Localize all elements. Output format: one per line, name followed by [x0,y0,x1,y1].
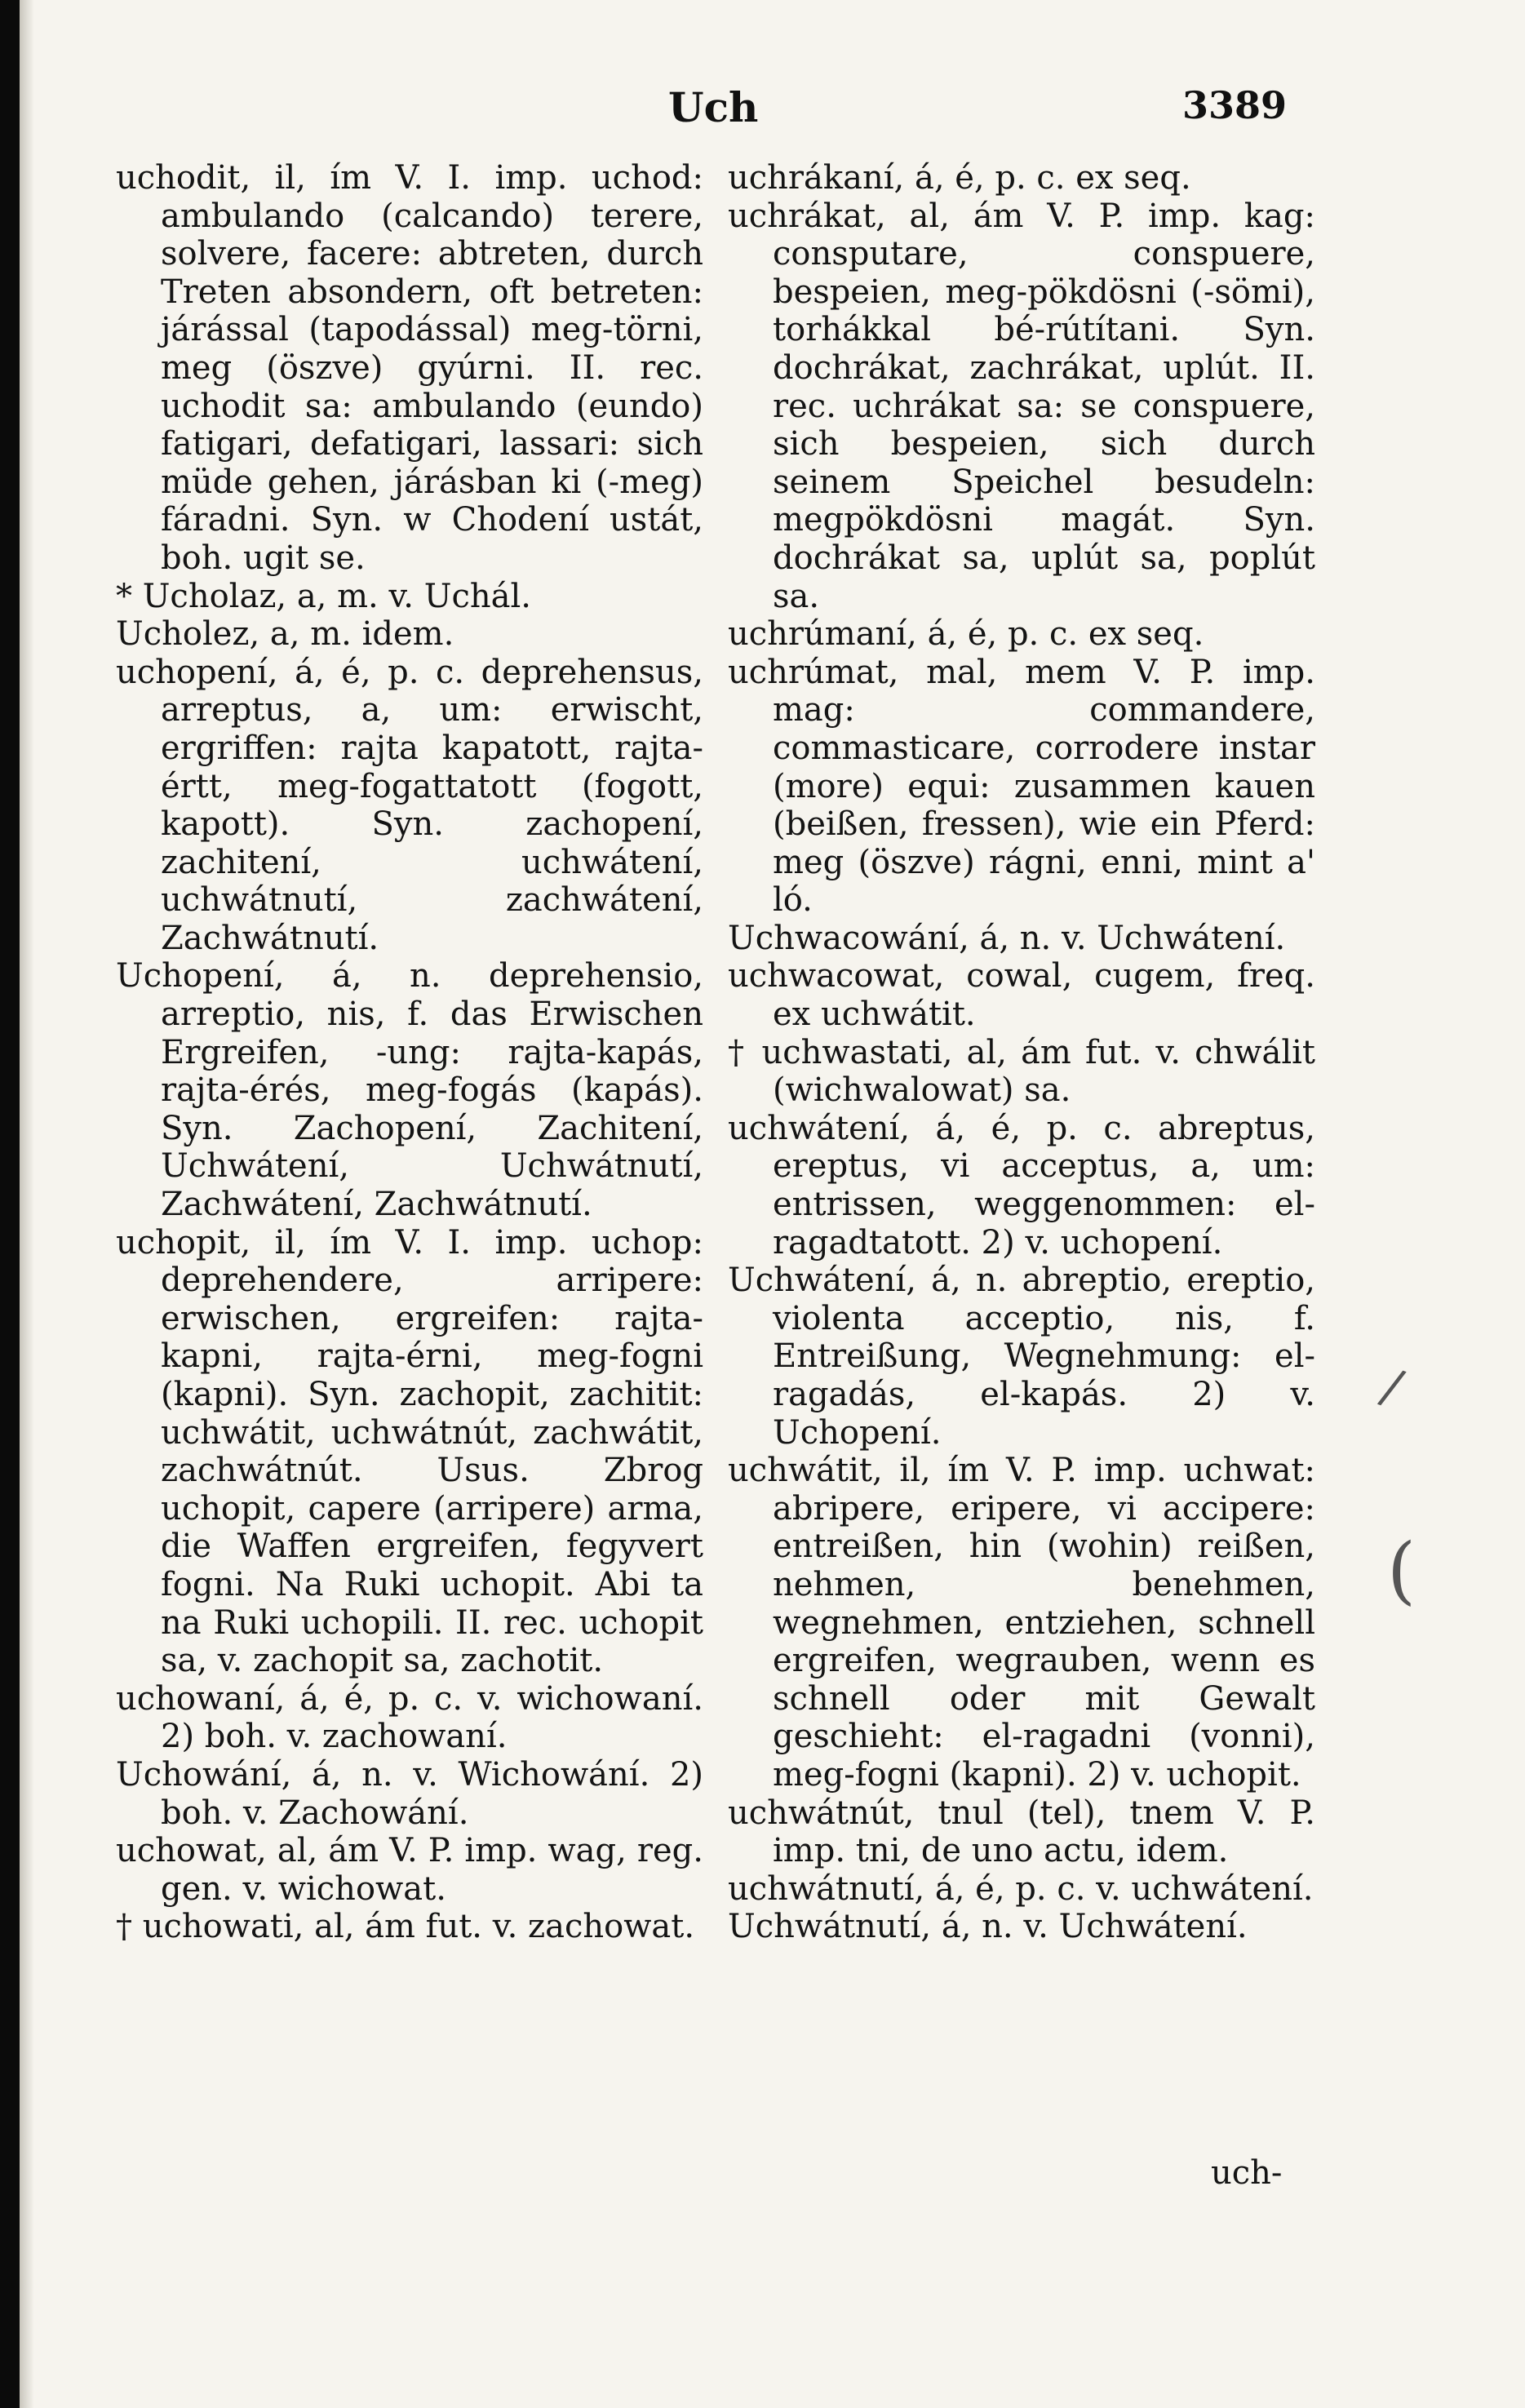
dictionary-entry: uchwátnút, tnul (tel), tnem V. P. imp. tni, de uno actu, idem. [728,1794,1315,1870]
dictionary-entry: uchwátit, il, ím V. P. imp. uchwat: abripere, eripere, vi accipere: entreißen, hin (wohin) reißen, nehmen, benehmen, wegnehmen, entziehen, schnell ergreifen, wegrauben, wenn es schnell oder mit Gewalt geschieht: el-ragadni (vonni), meg-fogni (kapni). 2) v. uchopit. [728,1452,1315,1794]
dictionary-entry: Uchwátnutí, á, n. v. Uchwátení. [728,1908,1248,1946]
dictionary-entry: Uchowání, á, n. v. Wichowání. 2) boh. v. Zachowání. [116,1755,703,1832]
header-word: Uch [668,83,759,131]
page-number: 3389 [1181,83,1287,127]
dictionary-entry: uchwacowat, cowal, cugem, freq. ex uchwátit. [728,957,1315,1034]
dictionary-entry: uchrúmat, mal, mem V. P. imp. mag: commandere, commasticare, corrodere instar (more) equi: zusammen kauen (beißen, fressen), wie ein Pferd: meg (öszve) rágni, enni, mint a' ló. [728,653,1315,920]
dictionary-entry: uchrákaní, á, é, p. c. ex seq. [728,159,1191,197]
page-header [20,75,1525,132]
dictionary-entry: * Ucholaz, a, m. v. Uchál. [116,577,531,615]
dictionary-entry: Ucholez, a, m. idem. [116,615,454,654]
margin-bracket-mark: ( [1387,1528,1416,1613]
dictionary-entry: uchrákat, al, ám V. P. imp. kag: consputare, conspuere, bespeien, meg-pökdösni (-sömi), torhákkal bé-rútítani. Syn. dochrákat, zachrákat, uplút. II. rec. uchrákat sa: se conspuere, sich bespeien, sich durch seinem Speichel besudeln: megpökdösni magát. Syn. dochrákat sa, uplút sa, poplút sa. [728,197,1315,615]
dictionary-entry: uchowaní, á, é, p. c. v. wichowaní. 2) boh. v. zachowaní. [116,1679,703,1756]
dictionary-page [20,0,1525,2408]
dictionary-entry: uchrúmaní, á, é, p. c. ex seq. [728,615,1204,654]
dictionary-entry: uchowat, al, ám V. P. imp. wag, reg. gen. v. wichowat. [116,1832,703,1908]
dictionary-entry: uchwátení, á, é, p. c. abreptus, ereptus, vi acceptus, a, um: entrissen, weggenommen: el-ragadtatott. 2) v. uchopení. [728,1109,1315,1262]
dictionary-entry: † uchowati, al, ám fut. v. zachowat. [116,1908,695,1946]
dictionary-entry: uchopit, il, ím V. I. imp. uchop: deprehendere, arripere: erwischen, ergreifen: rajta-kapni, rajta-érni, meg-fogni (kapni). Syn. zachopit, zachitit: uchwátit, uchwátnút, zachwátit, zachwátnút. Usus. Zbrog uchopit, capere (arripere) arma, die Waffen ergreifen, fegyvert fogni. Na Ruki uchopit. Abi ta na Ruki uchopili. II. rec. uchopit sa, v. zachopit sa, zachotit. [116,1223,703,1680]
right-column [728,159,1315,1946]
dictionary-entry: Uchwacowání, á, n. v. Uchwátení. [728,919,1286,957]
dictionary-entry: uchodit, il, ím V. I. imp. uchod: ambulando (calcando) terere, solvere, facere: abtreten, durch Treten absondern, oft betreten: járással (tapodással) meg-törni, meg (öszve) gyúrni. II. rec. uchodit sa: ambulando (eundo) fatigari, defatigari, lassari: sich müde gehen, járásban ki (-meg) fáradni. Syn. w Chodení ustát, boh. ugit se. [116,159,703,577]
catchword: uch- [1211,2154,1283,2192]
dictionary-entry: † uchwastati, al, ám fut. v. chwálit (wichwalowat) sa. [728,1033,1315,1110]
dictionary-entry: Uchopení, á, n. deprehensio, arreptio, nis, f. das Erwischen Ergreifen, -ung: rajta-kapás, rajta-érés, meg-fogás (kapás). Syn. Zachopení, Zachitení, Uchwátení, Uchwátnutí, Zachwátení, Zachwátnutí. [116,957,703,1224]
dictionary-entry: Uchwátení, á, n. abreptio, ereptio, violenta acceptio, nis, f. Entreißung, Wegnehmung: el-ragadás, el-kapás. 2) v. Uchopení. [728,1262,1315,1452]
margin-pencil-mark: / [1374,1357,1410,1417]
dictionary-entry: uchwátnutí, á, é, p. c. v. uchwátení. [728,1869,1314,1908]
dictionary-entry: uchopení, á, é, p. c. deprehensus, arreptus, a, um: erwischt, ergriffen: rajta kapatott, rajta-értt, meg-fogattatott (fogott, kapott). Syn. zachopení, zachitení, uchwátení, uchwátnutí, zachwátení, Zachwátnutí. [116,653,703,957]
left-column [116,159,703,1946]
